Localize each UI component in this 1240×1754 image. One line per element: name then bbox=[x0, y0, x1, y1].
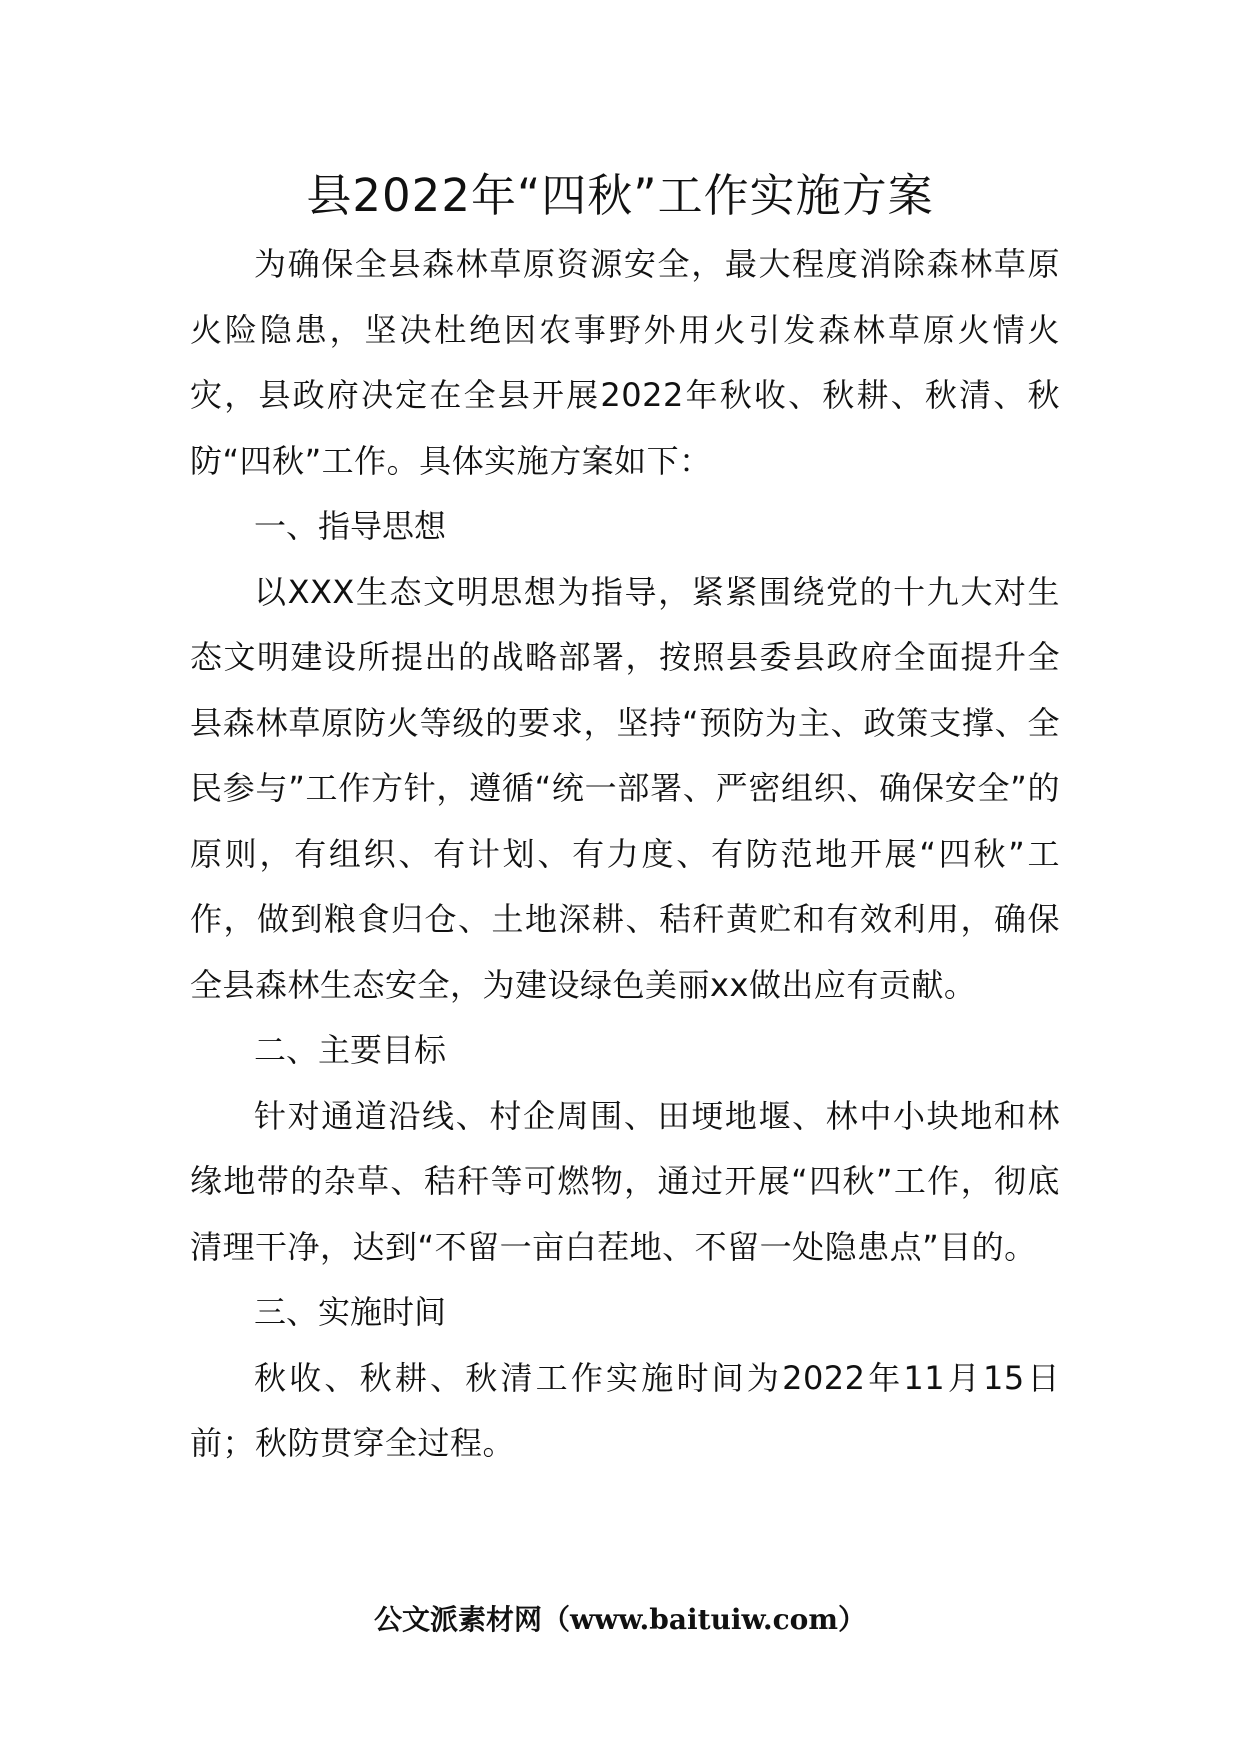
section-heading-schedule: 三、实施时间 bbox=[254, 1293, 447, 1331]
section-text-guiding-ideology: 以XXX生态文明思想为指导，紧紧围绕党的十九大对生态文明建设所提出的战略部署，按照县委县政府全面提升全县森林草原防火等级的要求，坚持“预防为主、政策支撑、全民参与”工作方针，遵循“统一部署、严密组织、确保安全”的原则，有组织、有计划、有力度、有防范地开展“四秋”工作，做到粮食归仓、土地深耕、秸秆黄贮和有效利用，确保全县森林生态安全，为建设绿色美丽xx做出应有贡献。 bbox=[190, 572, 1060, 1004]
document-body bbox=[190, 232, 1060, 1477]
section-heading-main-goals: 二、主要目标 bbox=[254, 1031, 447, 1069]
document-title: 县2022年“四秋”工作实施方案 bbox=[306, 169, 934, 222]
section-heading-guiding-ideology: 一、指导思想 bbox=[254, 507, 447, 545]
section-text-main-goals: 针对通道沿线、村企周围、田埂地堰、林中小块地和林缘地带的杂草、秸秆等可燃物，通过开展“四秋”工作，彻底清理干净，达到“不留一亩白茬地、不留一处隐患点”目的。 bbox=[190, 1096, 1060, 1266]
section-text-schedule: 秋收、秋耕、秋清工作实施时间为2022年11月15日前；秋防贯穿全过程。 bbox=[190, 1358, 1060, 1462]
footer-source-line: 公文派素材网（www.baituiw.com） bbox=[374, 1603, 866, 1636]
intro-paragraph: 为确保全县森林草原资源安全，最大程度消除森林草原火险隐患，坚决杜绝因农事野外用火引发森林草原火情火灾，县政府决定在全县开展2022年秋收、秋耕、秋清、秋防“四秋”工作。具体实施方案如下： bbox=[190, 245, 1060, 480]
